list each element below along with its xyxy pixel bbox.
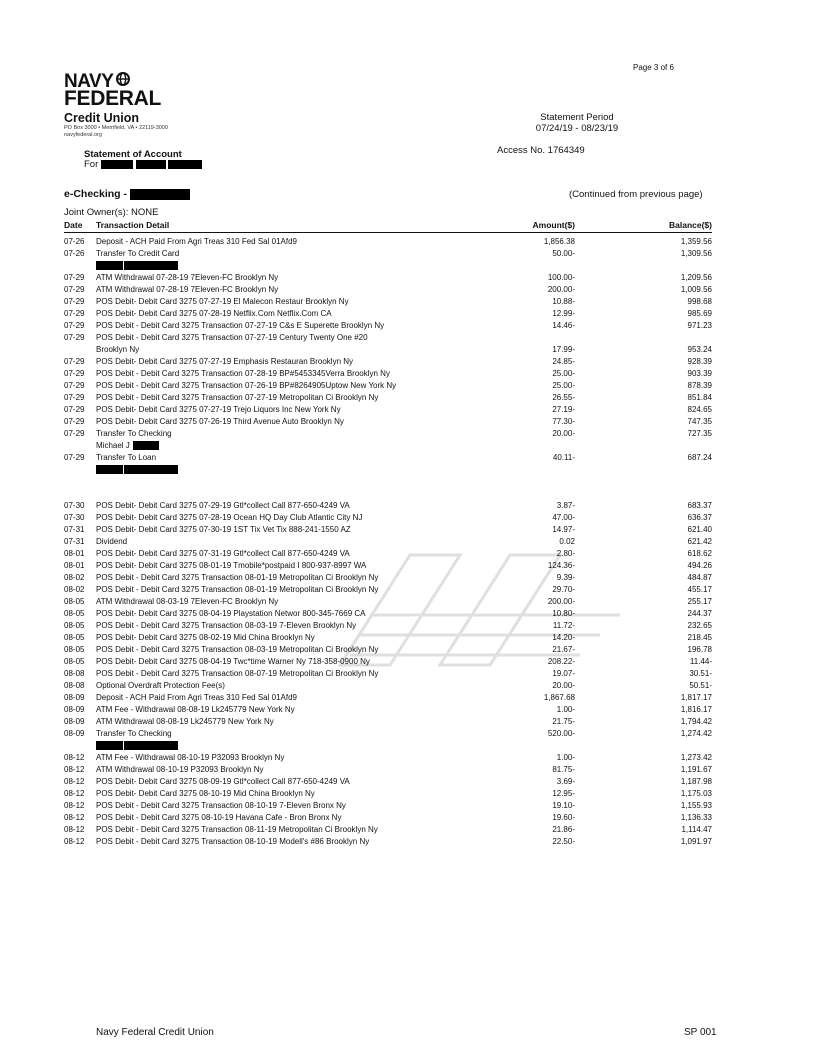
transaction-row	[64, 836, 712, 848]
transaction-amount: 10.88-	[552, 297, 575, 306]
logo-line-2: FEDERAL	[64, 87, 162, 110]
transaction-balance: 255.17	[687, 597, 712, 606]
transaction-date: 07-29	[64, 405, 85, 414]
transaction-row	[64, 596, 712, 608]
transaction-detail: POS Debit- Debit Card 3275 07-27-19 Trejo Liquors Inc New York Ny	[96, 405, 341, 414]
redaction	[151, 465, 178, 474]
continued-note: (Continued from previous page)	[569, 189, 703, 200]
transaction-detail: POS Debit - Debit Card 3275 Transaction 07-27-19 Metropolitan Ci Brooklyn Ny	[96, 393, 379, 402]
redaction	[124, 465, 151, 474]
transaction-detail-continued	[96, 440, 159, 452]
transaction-detail: POS Debit - Debit Card 3275 Transaction 07-26-19 BP#8264905Uptow New York Ny	[96, 381, 397, 390]
transaction-detail: Transfer To Loan	[96, 453, 157, 462]
transaction-balance: 1,187.98	[680, 777, 712, 786]
transaction-balance: 1,136.33	[680, 813, 712, 822]
transaction-detail: POS Debit- Debit Card 3275 07-28-19 Netflix.Com Netflix.Com CA	[96, 309, 332, 318]
transaction-row	[64, 608, 712, 620]
transaction-date: 08-02	[64, 585, 85, 594]
transaction-date: 07-31	[64, 525, 85, 534]
transaction-amount: 1,867.68	[543, 693, 575, 702]
transaction-amount: 77.30-	[552, 417, 575, 426]
transaction-row	[64, 236, 712, 248]
transaction-balance: 998.68	[687, 297, 712, 306]
transaction-amount: 21.86-	[552, 825, 575, 834]
transaction-balance: 1,794.42	[680, 717, 712, 726]
transaction-detail: POS Debit- Debit Card 3275 07-26-19 Third Avenue Auto Brooklyn Ny	[96, 417, 344, 426]
transaction-detail: ATM Fee - Withdrawal 08-08-19 Lk245779 New York Ny	[96, 705, 295, 714]
transaction-detail: Deposit - ACH Paid From Agri Treas 310 Fed Sal 01Afd9	[96, 237, 297, 246]
transaction-date: 08-08	[64, 681, 85, 690]
transaction-amount: 520.00-	[547, 729, 575, 738]
transaction-detail-continued	[96, 344, 139, 356]
transaction-detail: POS Debit - Debit Card 3275 Transaction 08-03-19 7-Eleven Brooklyn Ny	[96, 621, 357, 630]
redaction	[96, 741, 123, 750]
transaction-balance: 621.40	[687, 525, 712, 534]
transaction-row	[64, 548, 712, 560]
transaction-amount: 25.00-	[552, 369, 575, 378]
transaction-detail: ATM Withdrawal 07-28-19 7Eleven-FC Brooklyn Ny	[96, 285, 279, 294]
transaction-amount: 40.11-	[552, 453, 575, 462]
transaction-amount: 208.22-	[547, 657, 575, 666]
transaction-balance: 1,209.56	[680, 273, 712, 282]
transaction-date: 08-01	[64, 549, 85, 558]
transaction-balance: 824.65	[687, 405, 712, 414]
transaction-date: 08-12	[64, 837, 85, 846]
transaction-balance: 971.23	[687, 321, 712, 330]
transaction-row	[64, 680, 712, 692]
transaction-row	[64, 752, 712, 764]
transaction-balance: 1,359.56	[680, 237, 712, 246]
transaction-balance: 218.45	[687, 633, 712, 642]
transaction-date: 07-29	[64, 321, 85, 330]
transaction-row	[64, 296, 712, 308]
transaction-detail: Deposit - ACH Paid From Agri Treas 310 Fed Sal 01Afd9	[96, 693, 297, 702]
transaction-balance: 1,273.42	[680, 753, 712, 762]
transaction-row	[64, 320, 712, 332]
transaction-row	[64, 452, 712, 464]
transaction-amount: 12.99-	[552, 309, 575, 318]
redaction	[136, 160, 166, 169]
transaction-row	[64, 572, 712, 584]
transaction-date: 07-29	[64, 297, 85, 306]
transaction-amount: 19.60-	[552, 813, 575, 822]
transaction-date: 08-09	[64, 729, 85, 738]
transaction-date: 07-31	[64, 537, 85, 546]
transaction-detail: POS Debit- Debit Card 3275 07-29-19 Gtl*collect Call 877-650-4249 VA	[96, 501, 350, 510]
transaction-detail: POS Debit - Debit Card 3275 Transaction 08-01-19 Metropolitan Ci Brooklyn Ny	[96, 573, 379, 582]
transaction-date: 08-12	[64, 825, 85, 834]
transaction-detail: Transfer To Checking	[96, 429, 172, 438]
transaction-detail: ATM Fee - Withdrawal 08-10-19 P32093 Brooklyn Ny	[96, 753, 285, 762]
transaction-amount: 1,856.38	[543, 237, 575, 246]
transaction-row	[64, 800, 712, 812]
transaction-amount: 3.87-	[556, 501, 575, 510]
statement-period-value: 07/24/19 - 08/23/19	[535, 123, 619, 134]
transaction-amount: 20.00-	[552, 681, 575, 690]
transaction-amount: 29.70-	[552, 585, 575, 594]
transaction-row	[64, 728, 712, 740]
transaction-row	[64, 284, 712, 296]
transaction-row	[64, 356, 712, 368]
transaction-detail: POS Debit- Debit Card 3275 08-04-19 Twc*time Warner Ny 718-358-0900 Ny	[96, 657, 370, 666]
redaction	[124, 741, 151, 750]
transaction-date: 07-29	[64, 429, 85, 438]
redaction	[168, 160, 202, 169]
transaction-date: 07-30	[64, 513, 85, 522]
transaction-detail: ATM Withdrawal 07-28-19 7Eleven-FC Brooklyn Ny	[96, 273, 279, 282]
access-number: Access No. 1764349	[497, 145, 585, 156]
transaction-date: 08-12	[64, 789, 85, 798]
transaction-balance: 851.84	[687, 393, 712, 402]
transaction-detail: ATM Withdrawal 08-10-19 P32093 Brooklyn Ny	[96, 765, 264, 774]
transaction-date: 08-08	[64, 669, 85, 678]
transaction-date: 08-05	[64, 645, 85, 654]
transaction-amount: 100.00-	[547, 273, 575, 282]
transaction-amount: 19.10-	[552, 801, 575, 810]
transaction-date: 08-05	[64, 633, 85, 642]
transaction-balance: 1,175.03	[680, 789, 712, 798]
transaction-balance: 683.37	[687, 501, 712, 510]
transaction-row	[64, 644, 712, 656]
transaction-balance: 985.69	[687, 309, 712, 318]
transaction-row	[64, 656, 712, 668]
transaction-balance: 953.24	[687, 345, 712, 354]
column-header-balance: Balance($)	[669, 220, 712, 230]
transaction-balance: 928.39	[687, 357, 712, 366]
transaction-balance: 1,816.17	[680, 705, 712, 714]
column-header-amount: Amount($)	[532, 220, 575, 230]
transaction-amount: 10.80-	[552, 609, 575, 618]
transaction-row	[64, 824, 712, 836]
transaction-amount: 9.39-	[556, 573, 575, 582]
transaction-balance: 11.44-	[689, 657, 712, 666]
transaction-amount: 27.19-	[552, 405, 575, 414]
transaction-balance: 1,114.47	[681, 825, 712, 834]
transaction-date: 07-26	[64, 249, 85, 258]
transaction-row	[64, 632, 712, 644]
transaction-amount: 47.00-	[552, 513, 575, 522]
transaction-amount: 22.50-	[552, 837, 575, 846]
transaction-balance: 455.17	[687, 585, 712, 594]
statement-title: Statement of Account	[84, 149, 182, 160]
transaction-detail: Dividend	[96, 537, 128, 546]
transaction-date: 08-12	[64, 801, 85, 810]
transaction-detail: POS Debit - Debit Card 3275 Transaction 08-10-19 Modell's #86 Brooklyn Ny	[96, 837, 370, 846]
statement-period-label: Statement Period	[540, 112, 614, 123]
transaction-detail: ATM Withdrawal 08-03-19 7Eleven-FC Brooklyn Ny	[96, 597, 279, 606]
transaction-balance: 618.62	[687, 549, 712, 558]
statement-of-account	[84, 150, 202, 170]
transaction-amount: 26.55-	[552, 393, 575, 402]
footer-bank-name: Navy Federal Credit Union	[96, 1027, 214, 1038]
transaction-row	[64, 368, 712, 380]
transaction-balance: 1,155.93	[680, 801, 712, 810]
transaction-date: 08-02	[64, 573, 85, 582]
bank-website: navyfederal.org	[64, 132, 102, 138]
transaction-date: 08-05	[64, 609, 85, 618]
transaction-amount: 2.80-	[556, 549, 575, 558]
transaction-detail: POS Debit- Debit Card 3275 08-02-19 Mid China Brooklyn Ny	[96, 633, 315, 642]
transaction-detail: POS Debit- Debit Card 3275 08-10-19 Mid China Brooklyn Ny	[96, 789, 315, 798]
transaction-date: 07-29	[64, 357, 85, 366]
redaction	[151, 741, 178, 750]
transaction-row	[64, 512, 712, 524]
transaction-detail: Transfer To Credit Card	[96, 249, 180, 258]
transaction-balance: 1,309.56	[680, 249, 712, 258]
transaction-date: 08-12	[64, 753, 85, 762]
transaction-amount: 14.97-	[552, 525, 575, 534]
redaction	[96, 465, 123, 474]
transaction-row	[64, 308, 712, 320]
logo-line-1: NAVY	[64, 72, 194, 90]
transaction-amount: 0.02	[559, 537, 575, 546]
transaction-row	[64, 416, 712, 428]
transaction-row	[64, 776, 712, 788]
redaction	[96, 261, 123, 270]
joint-owners: Joint Owner(s): NONE	[64, 207, 159, 218]
transaction-date: 08-12	[64, 777, 85, 786]
transaction-balance: 244.37	[687, 609, 712, 618]
transaction-detail: POS Debit- Debit Card 3275 08-09-19 Gtl*collect Call 877-650-4249 VA	[96, 777, 350, 786]
transaction-row	[64, 500, 712, 512]
header-rule	[64, 232, 712, 233]
transaction-detail: POS Debit - Debit Card 3275 Transaction 07-28-19 BP#5453345Verra Brooklyn Ny	[96, 369, 390, 378]
transaction-balance: 1,817.17	[680, 693, 712, 702]
transaction-row	[64, 584, 712, 596]
transaction-row	[64, 620, 712, 632]
transaction-amount: 21.75-	[552, 717, 575, 726]
transaction-date: 07-29	[64, 309, 85, 318]
transaction-date: 07-29	[64, 381, 85, 390]
transaction-detail: POS Debit- Debit Card 3275 07-27-19 Emphasis Restauran Brooklyn Ny	[96, 357, 354, 366]
transaction-amount: 19.07-	[552, 669, 575, 678]
transaction-amount: 20.00-	[552, 429, 575, 438]
bank-address: PO Box 3000 • Merrifield, VA • 22119-3000	[64, 125, 168, 131]
transaction-balance: 484.87	[687, 573, 712, 582]
transaction-row	[64, 428, 712, 440]
page-number: Page 3 of 6	[633, 63, 674, 72]
transaction-date: 08-09	[64, 693, 85, 702]
column-header-date: Date	[64, 220, 83, 230]
transaction-row	[64, 716, 712, 728]
transaction-date: 08-09	[64, 717, 85, 726]
transaction-detail: POS Debit- Debit Card 3275 07-28-19 Ocean HQ Day Club Atlantic City NJ	[96, 513, 363, 522]
transaction-amount: 1.00-	[556, 753, 575, 762]
transaction-amount: 14.46-	[552, 321, 575, 330]
transaction-amount: 3.69-	[556, 777, 575, 786]
transaction-row	[64, 380, 712, 392]
transaction-detail: POS Debit - Debit Card 3275 Transaction 08-01-19 Metropolitan Ci Brooklyn Ny	[96, 585, 379, 594]
transaction-detail: POS Debit- Debit Card 3275 08-04-19 Playstation Networ 800-345-7669 CA	[96, 609, 366, 618]
transaction-amount: 21.67-	[552, 645, 575, 654]
transaction-row	[64, 272, 712, 284]
footer-code: SP 001	[684, 1027, 717, 1038]
transaction-balance: 232.65	[687, 621, 712, 630]
transaction-detail-line2: Brooklyn Ny	[96, 345, 140, 354]
transaction-detail-line2: Michael J	[96, 441, 130, 450]
redaction	[124, 261, 151, 270]
transaction-detail: POS Debit - Debit Card 3275 Transaction 08-03-19 Metropolitan Ci Brooklyn Ny	[96, 645, 379, 654]
transaction-detail: POS Debit - Debit Card 3275 08-10-19 Havana Cafe - Bron Bronx Ny	[96, 813, 342, 822]
transaction-date: 08-12	[64, 765, 85, 774]
transaction-date: 07-30	[64, 501, 85, 510]
transaction-row	[64, 392, 712, 404]
transaction-detail: POS Debit- Debit Card 3275 07-30-19 1ST Tix Vet Tix 888-241-1550 AZ	[96, 525, 351, 534]
transaction-amount: 50.00-	[552, 249, 575, 258]
transaction-amount: 81.75-	[552, 765, 575, 774]
transaction-date: 08-09	[64, 705, 85, 714]
transaction-row	[64, 536, 712, 548]
transaction-amount: 25.00-	[552, 381, 575, 390]
transaction-date: 07-29	[64, 273, 85, 282]
transaction-amount: 24.85-	[552, 357, 575, 366]
transaction-row	[64, 704, 712, 716]
transaction-amount: 200.00-	[547, 285, 575, 294]
transaction-amount: 14.20-	[552, 633, 575, 642]
transaction-detail: POS Debit- Debit Card 3275 08-01-19 Tmobile*postpaid I 800-937-8997 WA	[96, 561, 367, 570]
transaction-row	[64, 764, 712, 776]
transaction-date: 07-29	[64, 333, 85, 342]
transaction-row	[64, 668, 712, 680]
transaction-detail: POS Debit- Debit Card 3275 07-31-19 Gtl*collect Call 877-650-4249 VA	[96, 549, 350, 558]
transaction-balance: 636.37	[687, 513, 712, 522]
statement-period	[497, 112, 657, 134]
transaction-detail: POS Debit - Debit Card 3275 Transaction 08-10-19 7-Eleven Bronx Ny	[96, 801, 346, 810]
transaction-row	[64, 812, 712, 824]
column-header-detail: Transaction Detail	[96, 220, 170, 230]
transaction-amount: 124.36-	[547, 561, 575, 570]
transaction-detail: POS Debit - Debit Card 3275 Transaction 07-27-19 C&s E Superette Brooklyn Ny	[96, 321, 385, 330]
transaction-date: 08-01	[64, 561, 85, 570]
transaction-amount: 17.99-	[552, 345, 575, 354]
transaction-balance: 903.39	[687, 369, 712, 378]
transaction-balance: 621.42	[687, 537, 712, 546]
transaction-amount: 200.00-	[547, 597, 575, 606]
transaction-date: 07-29	[64, 453, 85, 462]
bank-logo	[64, 72, 194, 139]
transaction-date: 07-29	[64, 369, 85, 378]
transaction-row	[64, 404, 712, 416]
globe-icon	[116, 72, 130, 86]
account-title: e-Checking -	[64, 188, 190, 200]
transaction-balance: 196.78	[687, 645, 712, 654]
transaction-amount: 11.72-	[552, 621, 575, 630]
transaction-balance: 687.24	[687, 453, 712, 462]
redaction	[151, 261, 178, 270]
transaction-row	[64, 692, 712, 704]
transaction-balance: 727.35	[687, 429, 712, 438]
transaction-date: 08-05	[64, 597, 85, 606]
transaction-row	[64, 560, 712, 572]
transaction-date: 07-29	[64, 285, 85, 294]
transaction-amount: 12.95-	[552, 789, 575, 798]
transaction-date: 08-05	[64, 657, 85, 666]
transaction-row	[64, 248, 712, 260]
redaction	[130, 189, 190, 200]
transaction-detail: Transfer To Checking	[96, 729, 172, 738]
transaction-date: 07-26	[64, 237, 85, 246]
transaction-balance: 747.35	[687, 417, 712, 426]
logo-line-3: Credit Union	[64, 111, 139, 125]
statement-for: For	[84, 160, 202, 170]
transaction-balance: 1,009.56	[680, 285, 712, 294]
transaction-detail: Optional Overdraft Protection Fee(s)	[96, 681, 225, 690]
transaction-row	[64, 524, 712, 536]
transaction-balance: 30.51-	[689, 669, 712, 678]
transaction-balance: 1,274.42	[680, 729, 712, 738]
redaction	[101, 160, 133, 169]
transaction-balance: 494.26	[687, 561, 712, 570]
transaction-balance: 1,091.97	[680, 837, 712, 846]
transaction-detail: ATM Withdrawal 08-08-19 Lk245779 New York Ny	[96, 717, 274, 726]
transaction-detail: POS Debit - Debit Card 3275 Transaction 08-07-19 Metropolitan Ci Brooklyn Ny	[96, 669, 379, 678]
transaction-balance: 50.51-	[689, 681, 712, 690]
transaction-detail: POS Debit- Debit Card 3275 07-27-19 El Malecon Restaur Brooklyn Ny	[96, 297, 349, 306]
transaction-balance: 878.39	[687, 381, 712, 390]
transaction-detail: POS Debit - Debit Card 3275 Transaction 08-11-19 Metropolitan Ci Brooklyn Ny	[96, 825, 378, 834]
transaction-date: 07-29	[64, 393, 85, 402]
transaction-date: 07-29	[64, 417, 85, 426]
transaction-balance: 1,191.67	[680, 765, 712, 774]
transaction-row	[64, 788, 712, 800]
transaction-amount: 1.00-	[556, 705, 575, 714]
transaction-date: 08-05	[64, 621, 85, 630]
transaction-detail: POS Debit - Debit Card 3275 Transaction 07-27-19 Century Twenty One #20	[96, 333, 368, 342]
redaction	[133, 441, 159, 450]
transaction-date: 08-12	[64, 813, 85, 822]
